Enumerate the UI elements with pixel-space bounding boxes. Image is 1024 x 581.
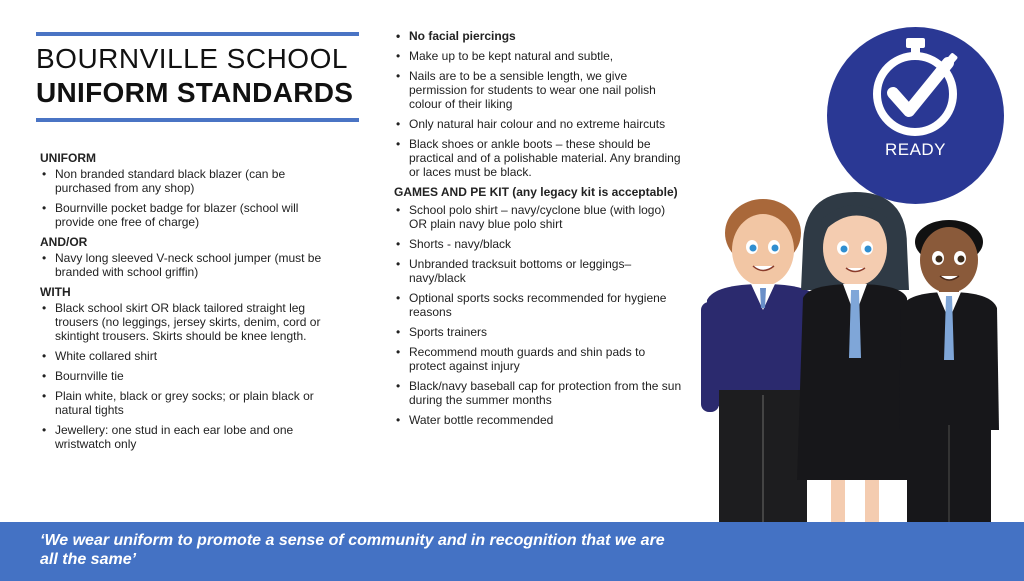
title-top-rule <box>36 32 359 36</box>
stopwatch-check-icon <box>827 27 1004 204</box>
list-item: • Jewellery: one stud in each ear lobe and one wristwatch only <box>40 423 330 451</box>
list-item: • Navy long sleeved V-neck school jumper (must be branded with school griffin) <box>40 251 330 279</box>
title-block <box>36 32 359 122</box>
title-line-2: UNIFORM STANDARDS <box>36 77 354 108</box>
list-item: • Nails are to be a sensible length, we give permission for students to wear one nail polish colour of their liking <box>394 69 684 111</box>
title-bottom-rule <box>36 118 359 122</box>
andor-heading: AND/OR <box>40 235 88 249</box>
list-item: • Plain white, black or grey socks; or plain black or natural tights <box>40 389 330 417</box>
with-list <box>40 301 330 451</box>
list-item: • Bournville tie <box>40 369 330 383</box>
title-line-1: BOURNVILLE SCHOOL <box>36 43 348 74</box>
list-item: • Sports trainers <box>394 325 684 339</box>
list-item: • School polo shirt – navy/cyclone blue (with logo) OR plain navy blue polo shirt <box>394 203 684 231</box>
appearance-list <box>394 29 684 179</box>
pe-kit-heading: GAMES AND PE KIT (any legacy kit is acceptable) <box>394 185 678 199</box>
pe-kit-list <box>394 203 684 427</box>
students-in-uniform-illustration <box>695 180 1024 581</box>
list-item: • Make up to be kept natural and subtle, <box>394 49 684 63</box>
with-heading: WITH <box>40 285 71 299</box>
appearance-pe-column <box>394 29 684 433</box>
list-item: • Black/navy baseball cap for protection from the sun during the summer months <box>394 379 684 407</box>
uniform-column <box>40 151 330 457</box>
list-item: • Unbranded tracksuit bottoms or leggings– navy/black <box>394 257 684 285</box>
list-item: • Water bottle recommended <box>394 413 684 427</box>
andor-list <box>40 251 330 279</box>
list-item: • Non branded standard black blazer (can be purchased from any shop) <box>40 167 330 195</box>
ready-label: READY <box>884 140 947 159</box>
ready-badge <box>827 27 1004 204</box>
list-item: • Optional sports socks recommended for hygiene reasons <box>394 291 684 319</box>
list-item: • Black shoes or ankle boots – these should be practical and of a polishable material. Any branding or laces must be black. <box>394 137 684 179</box>
list-item: • No facial piercings <box>394 29 684 43</box>
footer-quote: ‘We wear uniform to promote a sense of community and in recognition that we are all the same’ <box>40 532 665 568</box>
list-item: • Black school skirt OR black tailored straight leg trousers (no leggings, jersey skirts, denim, cord or skintight trousers. Skirts should be knee length. <box>40 301 330 343</box>
list-item: • Recommend mouth guards and shin pads to protect against injury <box>394 345 684 373</box>
uniform-list <box>40 167 330 229</box>
list-item: • Only natural hair colour and no extreme haircuts <box>394 117 684 131</box>
list-item: • Bournville pocket badge for blazer (school will provide one free of charge) <box>40 201 330 229</box>
uniform-heading: UNIFORM <box>40 151 96 165</box>
list-item: • Shorts - navy/black <box>394 237 684 251</box>
list-item: • White collared shirt <box>40 349 330 363</box>
